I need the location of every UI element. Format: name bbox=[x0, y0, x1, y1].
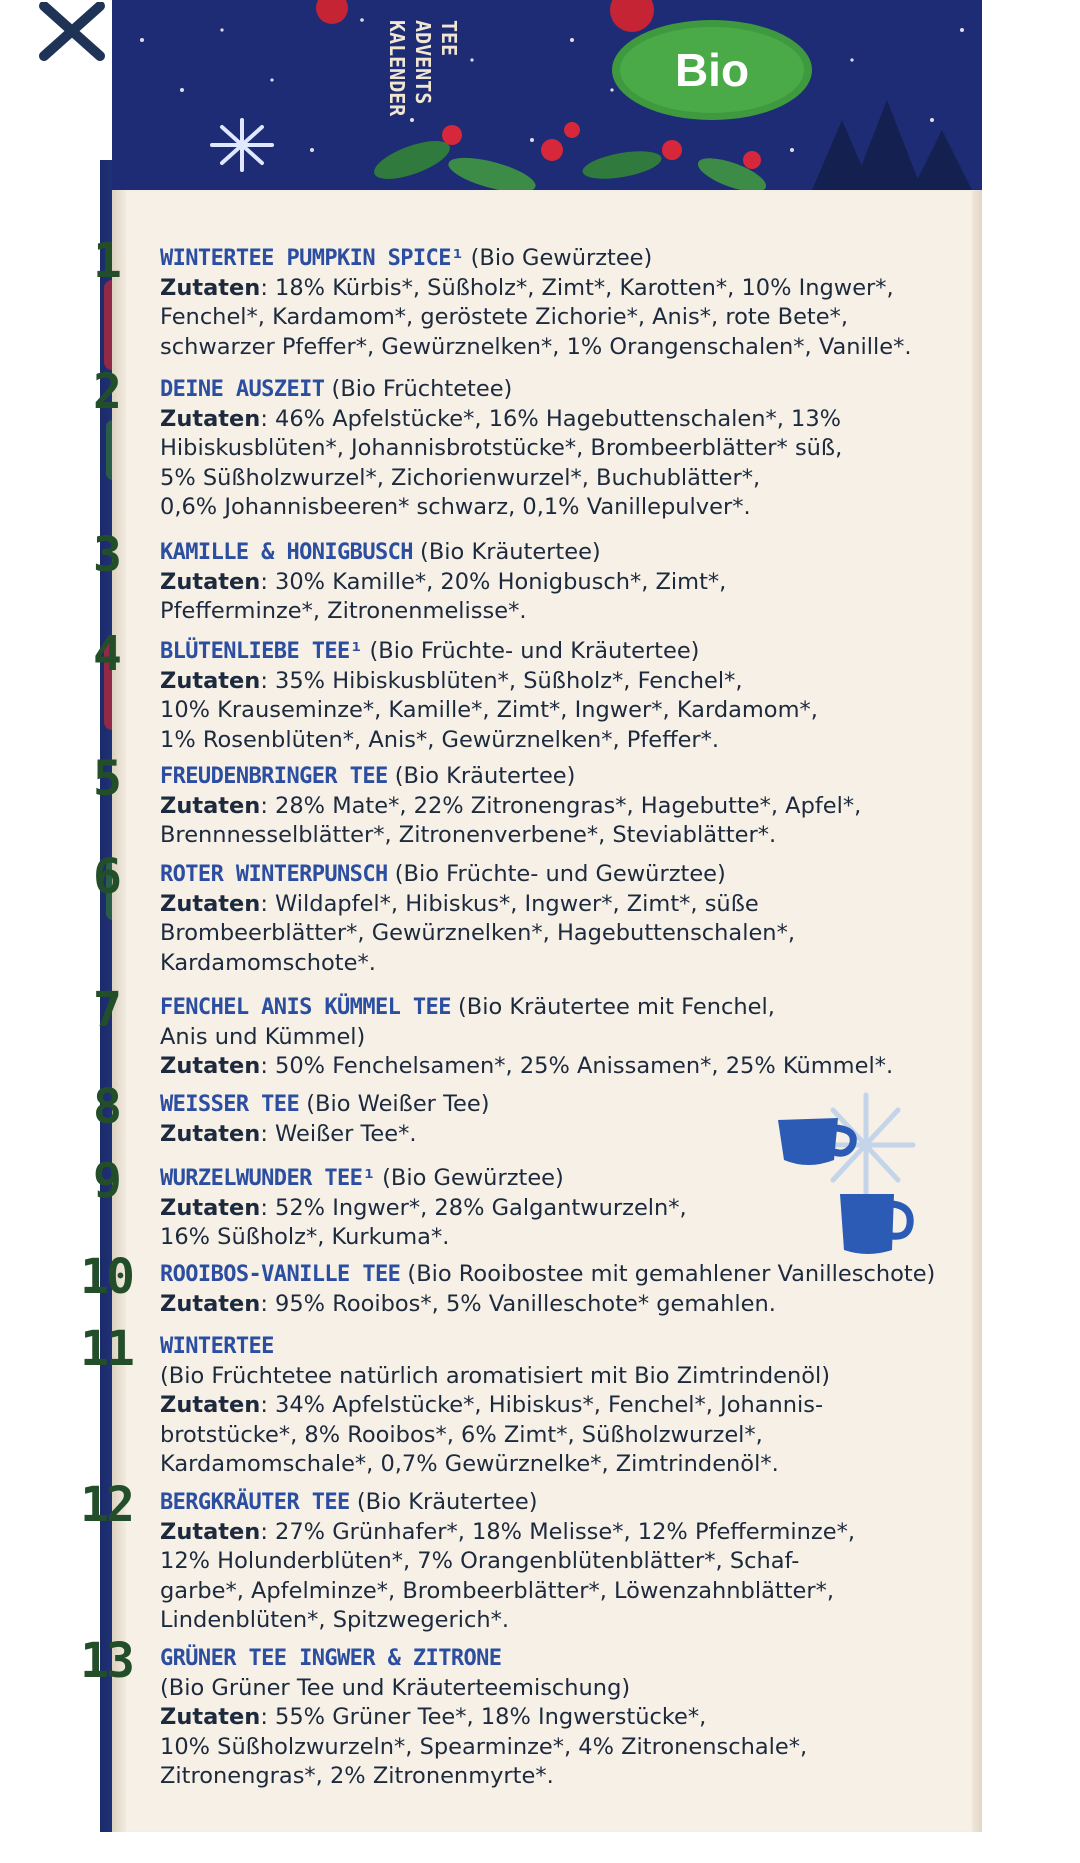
tea-type: (Bio Früchte- und Gewürztee) bbox=[387, 861, 726, 887]
close-button[interactable] bbox=[38, 2, 106, 62]
ingredients-line bbox=[160, 1052, 980, 1082]
box-title-line3: KALENDER bbox=[385, 20, 409, 117]
ingredients-line: 10% Krauseminze*, Kamille*, Zimt*, Ingwer*, Kardamom*, bbox=[160, 697, 818, 723]
ingredients-label: Zutaten bbox=[160, 667, 261, 694]
tea-number: 7 bbox=[93, 982, 119, 1038]
tea-number: 9 bbox=[93, 1153, 119, 1209]
ingredients-text: : 52% Ingwer*, 28% Galgantwurzeln*, bbox=[260, 1194, 687, 1221]
ingredients-line bbox=[160, 1290, 980, 1320]
tea-number: 8 bbox=[93, 1079, 119, 1135]
ingredients-text: : 46% Apfelstücke*, 16% Hagebuttenschalen*, 13% bbox=[260, 405, 842, 432]
ingredients-text: : Weißer Tee*. bbox=[260, 1120, 417, 1147]
tea-number: 4 bbox=[93, 626, 119, 682]
box-title-line1: TEE bbox=[437, 20, 461, 57]
ingredients-text: : 18% Kürbis*, Süßholz*, Zimt*, Karotten*, 10% Ingwer*, bbox=[260, 274, 894, 301]
tea-entry bbox=[93, 364, 980, 523]
tea-type-line: Anis und Kümmel) bbox=[160, 1023, 366, 1050]
tea-entry bbox=[80, 1321, 980, 1480]
ingredients-line: Pfefferminze*, Zitronenmelisse*. bbox=[160, 598, 527, 624]
tea-name: WINTERTEE PUMPKIN SPICE¹ bbox=[160, 246, 464, 271]
tea-number: 12 bbox=[80, 1477, 132, 1533]
tea-name: WEISSER TEE bbox=[160, 1092, 300, 1117]
ingredients-line: 0,6% Johannisbeeren* schwarz, 0,1% Vanillepulver*. bbox=[160, 494, 751, 520]
ingredients-text: : 34% Apfelstücke*, Hibiskus*, Fenchel*, Johannis- bbox=[260, 1392, 824, 1418]
box-top-artwork bbox=[112, 0, 982, 190]
ingredients-label: Zutaten bbox=[160, 1392, 261, 1418]
ingredients-line: Hibiskusblüten*, Johannisbrotstücke*, Brombeerblätter* süß, bbox=[160, 435, 843, 461]
close-icon bbox=[38, 2, 106, 62]
ingredients-line: 10% Süßholzwurzeln*, Spearminze*, 4% Zitronenschale*, bbox=[160, 1733, 808, 1760]
tea-heading bbox=[160, 860, 980, 890]
ingredients-line: Zitronengras*, 2% Zitronenmyrte*. bbox=[160, 1763, 554, 1789]
ingredients-text: : 28% Mate*, 22% Zitronengras*, Hagebutte*, Apfel*, bbox=[260, 792, 862, 819]
ingredients-line: 1% Rosenblüten*, Anis*, Gewürznelken*, Pfeffer*. bbox=[160, 726, 720, 753]
ingredients-text: : 35% Hibiskusblüten*, Süßholz*, Fenchel*, bbox=[260, 667, 743, 694]
ingredients-line: 5% Süßholzwurzel*, Zichorienwurzel*, Buchublätter*, bbox=[160, 464, 761, 491]
ingredients-line: schwarzer Pfeffer*, Gewürznelken*, 1% Orangenschalen*, Vanille*. bbox=[160, 333, 912, 360]
tea-name: WURZELWUNDER TEE¹ bbox=[160, 1166, 375, 1191]
ingredients-line: Brennnesselblätter*, Zitronenverbene*, Steviablätter*. bbox=[160, 822, 777, 848]
tea-entry bbox=[93, 233, 980, 362]
ingredients-label: Zutaten bbox=[160, 1120, 261, 1147]
tea-number: 1 bbox=[93, 233, 119, 289]
ingredients-text: : 55% Grüner Tee*, 18% Ingwerstücke*, bbox=[260, 1704, 707, 1730]
tea-heading bbox=[160, 993, 980, 1023]
ingredients-text: : 50% Fenchelsamen*, 25% Anissamen*, 25% Kümmel*. bbox=[260, 1053, 894, 1079]
ingredients-label: Zutaten bbox=[160, 1518, 261, 1545]
ingredients-line: 12% Holunderblüten*, 7% Orangenblütenblätter*, Schaf- bbox=[160, 1548, 800, 1574]
tea-heading bbox=[160, 538, 980, 568]
tea-entry bbox=[93, 626, 980, 755]
ingredients-text: : 27% Grünhafer*, 18% Melisse*, 12% Pfefferminze*, bbox=[260, 1518, 855, 1545]
tea-name: BERGKRÄUTER TEE bbox=[160, 1490, 350, 1515]
tea-name: BLÜTENLIEBE TEE¹ bbox=[160, 639, 363, 664]
ingredients-line: Lindenblüten*, Spitzwegerich*. bbox=[160, 1607, 510, 1633]
tea-number: 2 bbox=[93, 364, 119, 420]
ingredients-line: garbe*, Apfelminze*, Brombeerblätter*, Löwenzahnblätter*, bbox=[160, 1577, 835, 1604]
ingredients-line: Kardamomschale*, 0,7% Gewürznelke*, Zimtrindenöl*. bbox=[160, 1451, 779, 1477]
tea-type-line: (Bio Grüner Tee und Kräuterteemischung) bbox=[160, 1674, 631, 1701]
tea-name: DEINE AUSZEIT bbox=[160, 377, 325, 402]
ingredients-line bbox=[160, 1391, 980, 1421]
tea-entry bbox=[93, 982, 980, 1082]
tea-name: ROOIBOS-VANILLE TEE bbox=[160, 1262, 401, 1287]
ingredients-line bbox=[160, 405, 980, 435]
ingredients-text: : 95% Rooibos*, 5% Vanilleschote* gemahlen. bbox=[260, 1290, 776, 1317]
ingredients-label: Zutaten bbox=[160, 274, 261, 301]
tea-type: (Bio Kräutertee) bbox=[412, 539, 601, 565]
ingredients-line: brotstücke*, 8% Rooibos*, 6% Zimt*, Süßholzwurzel*, bbox=[160, 1421, 763, 1448]
tea-type: (Bio Gewürztee) bbox=[463, 245, 653, 271]
ingredients-label: Zutaten bbox=[160, 1704, 261, 1730]
tea-entry bbox=[80, 1633, 980, 1792]
bio-logo-text: Bio bbox=[674, 44, 750, 96]
tea-heading bbox=[160, 375, 980, 405]
ingredients-line bbox=[160, 667, 980, 697]
ingredients-text: : Wildapfel*, Hibiskus*, Ingwer*, Zimt*, süße bbox=[260, 890, 759, 917]
ingredients-label: Zutaten bbox=[160, 792, 261, 819]
tea-type: (Bio Rooibostee mit gemahlener Vanilleschote) bbox=[400, 1261, 936, 1287]
tea-name: KAMILLE & HONIGBUSCH bbox=[160, 540, 413, 565]
tea-type: (Bio Kräutertee) bbox=[387, 763, 576, 789]
ingredients-label: Zutaten bbox=[160, 405, 261, 432]
ingredients-line: Kardamomschote*. bbox=[160, 949, 376, 976]
tea-name: ROTER WINTERPUNSCH bbox=[160, 862, 388, 887]
tea-entry bbox=[93, 849, 980, 978]
tea-type: (Bio Früchtetee) bbox=[324, 376, 513, 402]
ingredients-label: Zutaten bbox=[160, 568, 261, 595]
tea-number: 10 bbox=[80, 1249, 132, 1305]
ingredients-label: Zutaten bbox=[160, 1194, 261, 1221]
tea-type-line: (Bio Früchtetee natürlich aromatisiert mit Bio Zimtrindenöl) bbox=[160, 1362, 831, 1389]
ingredients-line bbox=[160, 792, 980, 822]
tea-entry bbox=[80, 1249, 980, 1319]
tea-heading bbox=[160, 637, 980, 667]
ingredients-line bbox=[160, 568, 980, 598]
tea-entry bbox=[80, 1477, 980, 1636]
ingredients-label: Zutaten bbox=[160, 1053, 261, 1079]
tea-heading bbox=[160, 244, 980, 274]
ingredients-line bbox=[160, 1703, 980, 1733]
ingredients-line bbox=[160, 274, 980, 304]
tea-entry bbox=[93, 751, 980, 851]
tea-number: 5 bbox=[93, 751, 119, 807]
tea-name: FENCHEL ANIS KÜMMEL TEE bbox=[160, 995, 451, 1020]
tea-heading bbox=[160, 1644, 980, 1674]
tea-cups-icon bbox=[778, 1090, 928, 1260]
tea-type: (Bio Kräutertee mit Fenchel, bbox=[450, 994, 775, 1020]
ingredients-line: Fenchel*, Kardamom*, geröstete Zichorie*, Anis*, rote Bete*, bbox=[160, 304, 848, 330]
tea-type: (Bio Weißer Tee) bbox=[299, 1091, 490, 1117]
tea-heading bbox=[160, 762, 980, 792]
tea-name: GRÜNER TEE INGWER & ZITRONE bbox=[160, 1646, 502, 1671]
ingredients-line: Brombeerblätter*, Gewürznelken*, Hagebuttenschalen*, bbox=[160, 920, 795, 946]
tea-number: 6 bbox=[93, 849, 119, 905]
ingredients-line: 16% Süßholz*, Kurkuma*. bbox=[160, 1224, 450, 1250]
tea-type: (Bio Gewürztee) bbox=[374, 1165, 564, 1191]
tea-heading bbox=[160, 1332, 980, 1362]
ingredients-line bbox=[160, 890, 980, 920]
tea-name: FREUDENBRINGER TEE bbox=[160, 764, 388, 789]
ingredients-label: Zutaten bbox=[160, 890, 261, 917]
tea-number: 11 bbox=[80, 1321, 132, 1377]
tea-heading bbox=[160, 1488, 980, 1518]
tea-type: (Bio Kräutertee) bbox=[349, 1489, 538, 1515]
ingredients-line bbox=[160, 1518, 980, 1548]
box-top-illustration bbox=[112, 0, 982, 190]
tea-entry bbox=[93, 527, 980, 627]
tea-number: 3 bbox=[93, 527, 119, 583]
tea-type: (Bio Früchte- und Kräutertee) bbox=[362, 638, 700, 664]
tea-number: 13 bbox=[80, 1633, 132, 1689]
ingredients-label: Zutaten bbox=[160, 1290, 261, 1317]
ingredients-text: : 30% Kamille*, 20% Honigbusch*, Zimt*, bbox=[260, 568, 727, 595]
tea-heading bbox=[160, 1260, 980, 1290]
box-title-line2: ADVENTS bbox=[411, 20, 435, 105]
tea-name: WINTERTEE bbox=[160, 1334, 274, 1359]
